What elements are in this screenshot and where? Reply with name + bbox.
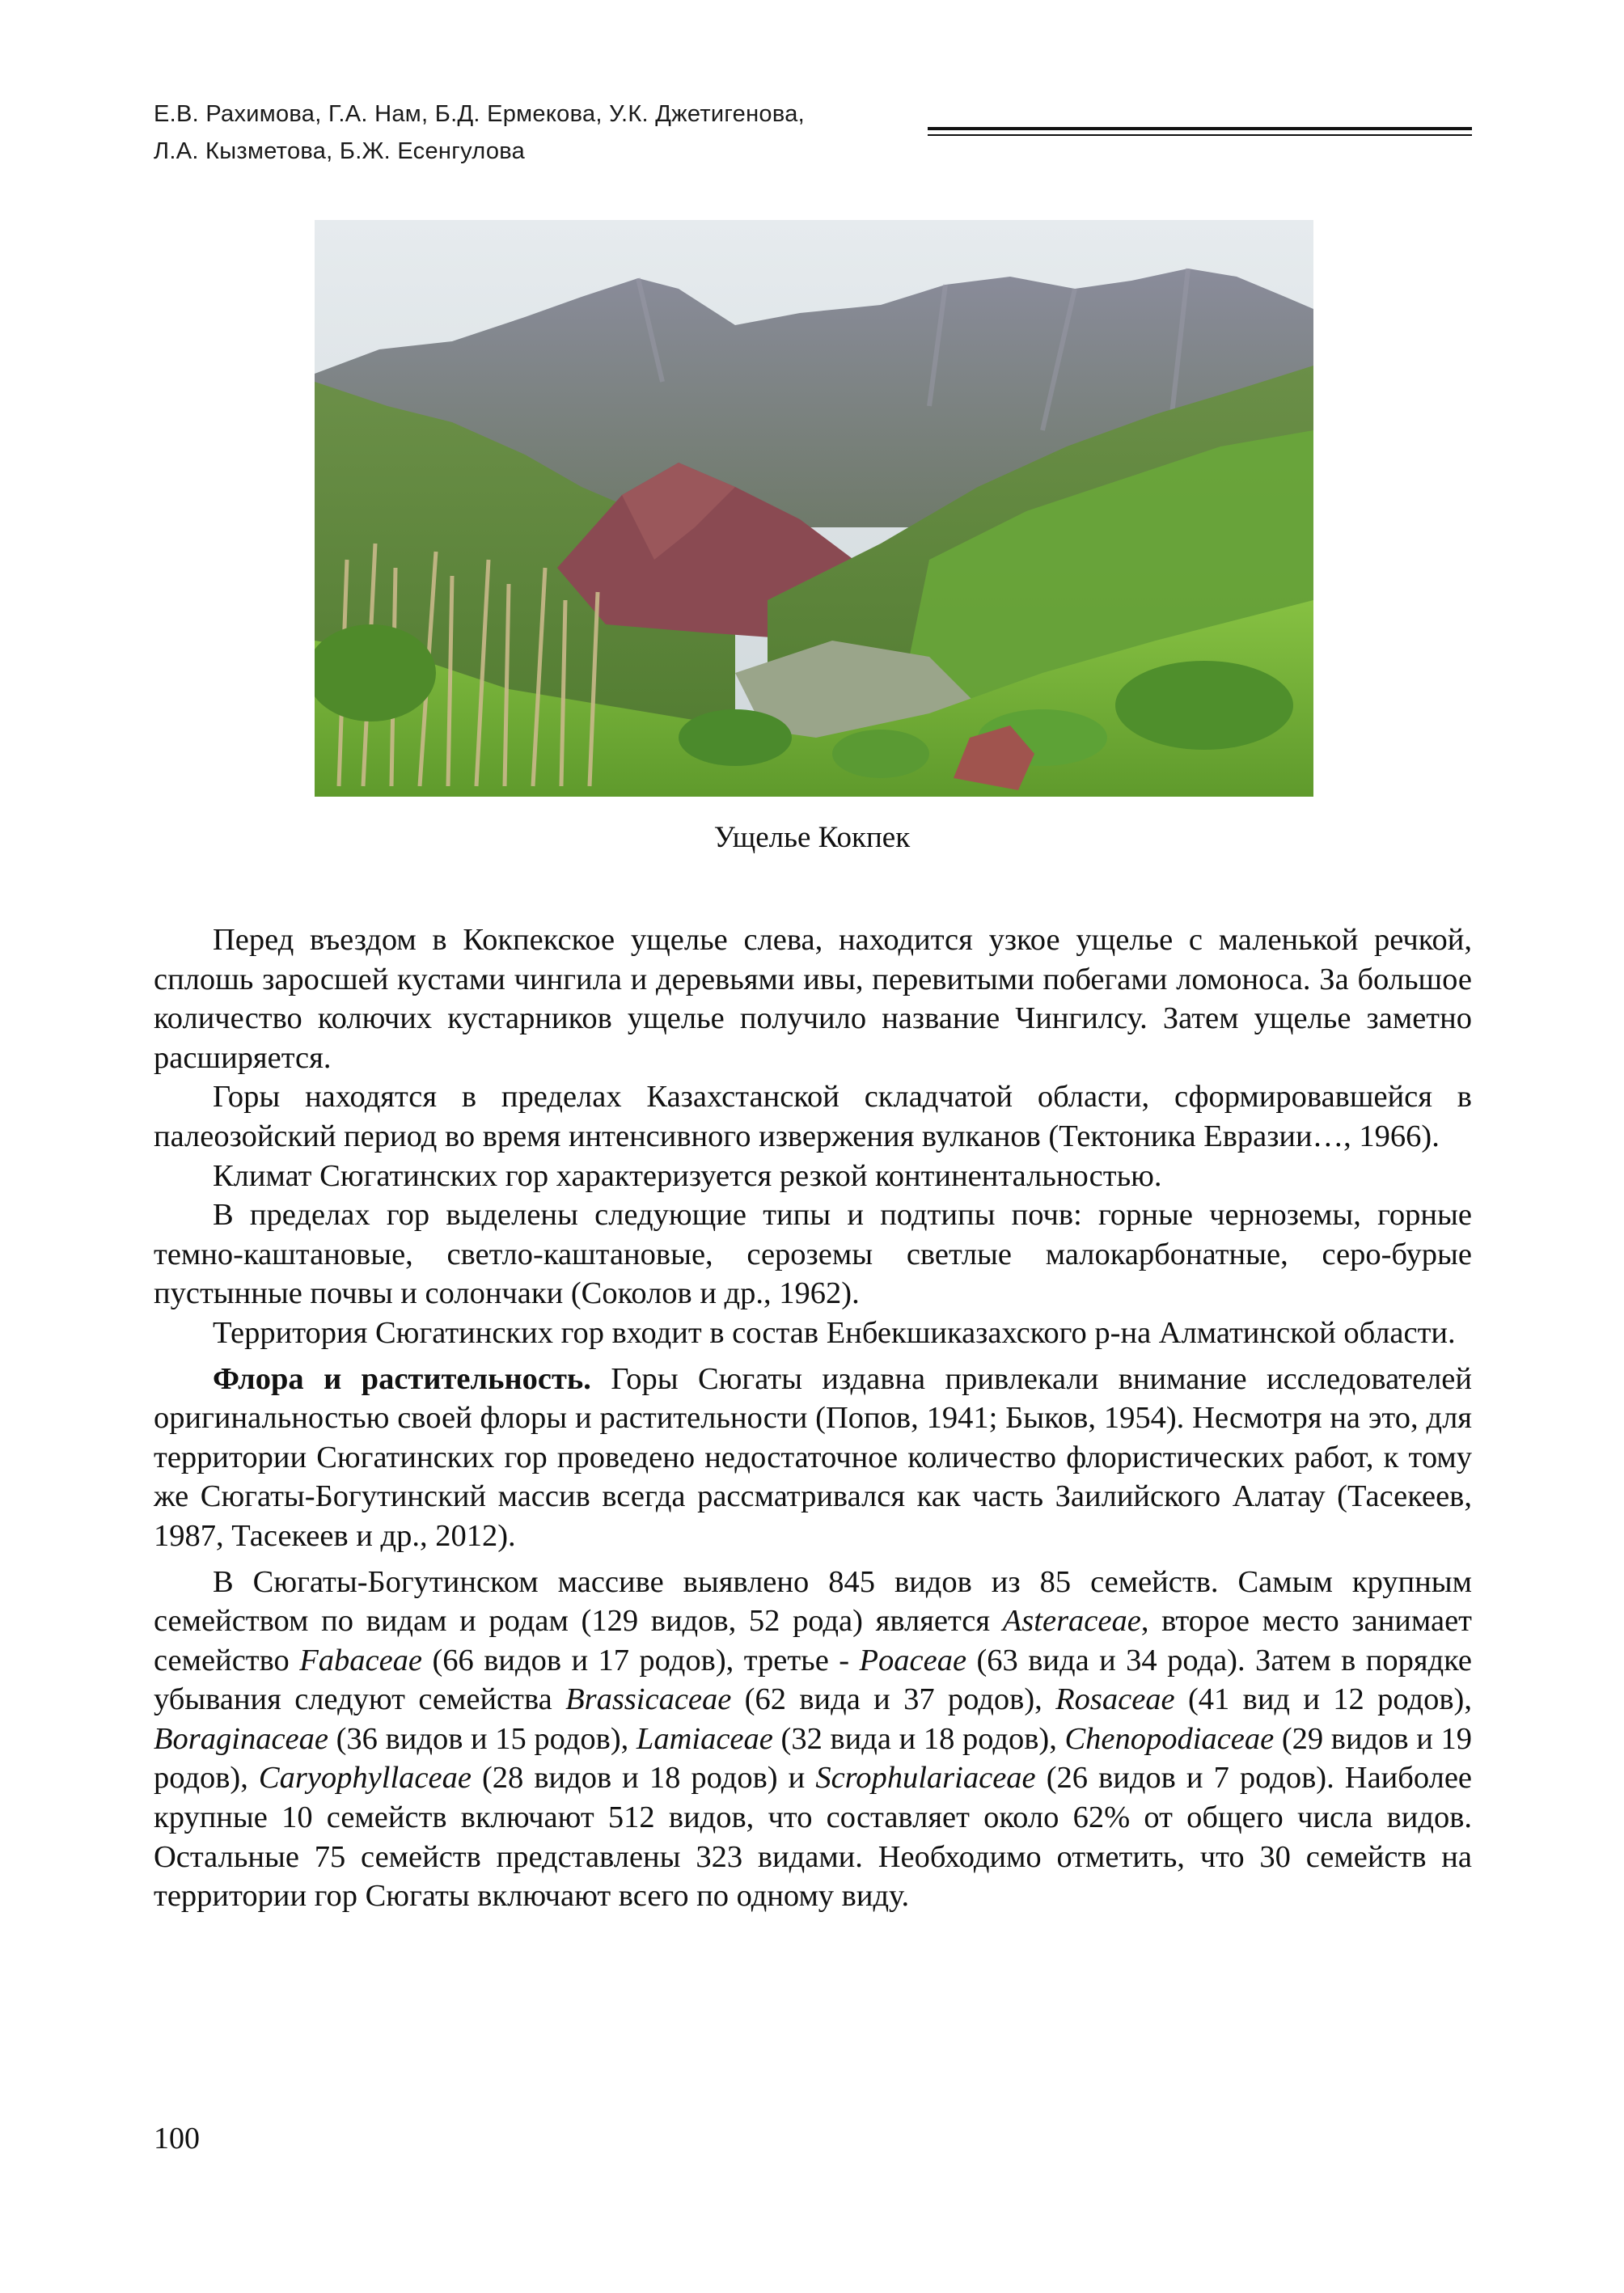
authors-line-1: Е.В. Рахимова, Г.А. Нам, Б.Д. Ермекова, У.К. Джетигенова, [154, 101, 805, 127]
taxon-boraginaceae: Boraginaceae [154, 1721, 328, 1756]
paragraph-6-text: Горы Сюгаты издавна привлекали внимание исследователей оригинальностью своей флоры и растительности (Попов, 1941; Быков, 1954). Несмотря на это, для территории Сюгатинских гор проведено недостаточное количество флористических работ, к тому же Сюгаты-Богутинский массив всегда рассматривался как часть Заилийского Алатау (Тасекеев, 1987, Тасекеев и др., 2012). [154, 1361, 1472, 1553]
paragraph-2: Горы находятся в пределах Казахстанской складчатой области, сформировавшейся в палеозойский период во время интенсивного извержения вулканов (Тектоника Евразии…, 1966). [154, 1080, 1472, 1153]
p7-text-6: (41 вид и 12 родов), [1174, 1682, 1472, 1717]
taxon-poaceae: Poaceae [859, 1643, 967, 1677]
p7-text-5: (62 вида и 37 родов), [731, 1682, 1056, 1717]
taxon-brassicaceae: Brassicaceae [565, 1682, 732, 1717]
p7-text-7: (36 видов и 15 родов), [328, 1721, 636, 1756]
p7-text-2: , второе место занимает семейство [154, 1604, 1473, 1677]
header-rule-thick [928, 127, 1472, 130]
paragraph-1: Перед въездом в Кокпекское ущелье слева, находится узкое ущелье с маленькой речкой, сплошь заросшей кустами чингила и деревьями ивы, перевитыми побегами ломоноса. За большое количество колючих кустарников ущелье получило название Чингилсу. Затем ущелье заметно расширяется. [154, 923, 1472, 1075]
running-header [154, 95, 882, 170]
p7-text-11: (26 видов и 7 родов). Наиболее крупные 10 семейств включают 512 видов, что составляет около 62% от общего числа видов. Остальные 75 семейств представлены 323 видами. Необходимо отметить, что 30 семейств на территории гор Сюгаты включают всего по одному виду. [154, 1761, 1472, 1914]
taxon-fabaceae: Fabaceae [299, 1643, 423, 1677]
mountain-gorge-photo [315, 220, 1313, 797]
authors-line-2: Л.А. Кызметова, Б.Ж. Есенгулова [154, 138, 526, 164]
figure-caption: Ущелье Кокпек [713, 821, 911, 854]
paragraph-3: Климат Сюгатинских гор характеризуется резкой континентальностью. [213, 1158, 1162, 1193]
p7-text-9: (29 видов и 19 родов), [154, 1721, 1473, 1796]
header-rule-thin [928, 134, 1472, 136]
paragraph-5: Территория Сюгатинских гор входит в состав Енбекшиказахского р-на Алматинской области. [213, 1315, 1456, 1350]
section-heading-flora: Флора и растительность. [213, 1361, 591, 1396]
p7-text-3: (66 видов и 17 родов), третье - [422, 1643, 860, 1677]
p7-text-10: (28 видов и 18 родов) и [471, 1761, 816, 1796]
p7-text-1: В Сюгаты-Богутинском массиве выявлено 845 видов из 85 семейств. Самым крупным семейством по видам и родам (129 видов, 52 рода) является [154, 1564, 1472, 1639]
paragraph-7 [154, 1563, 1472, 1916]
taxon-rosaceae: Rosaceae [1055, 1682, 1175, 1717]
paragraph-6 [154, 1360, 1472, 1556]
article-body [154, 920, 1472, 1916]
paragraph-4: В пределах гор выделены следующие типы и подтипы почв: горные черноземы, горные темно-каштановые, светло-каштановые, сероземы светлые малокарбонатные, серо-бурые пустынные почвы и солончаки (Соколов и др., 1962). [154, 1198, 1472, 1311]
taxon-asteraceae: Asteraceae [1002, 1604, 1141, 1639]
page-number: 100 [154, 2122, 200, 2156]
taxon-caryophyllaceae: Caryophyllaceae [258, 1761, 472, 1796]
taxon-scrophulariaceae: Scrophulariaceae [815, 1761, 1036, 1796]
taxon-lamiaceae: Lamiaceae [636, 1721, 773, 1756]
p7-text-8: (32 вида и 18 родов), [772, 1721, 1065, 1756]
taxon-chenopodiaceae: Chenopodiaceae [1064, 1721, 1275, 1756]
p7-text-4: (63 вида и 34 рода). Затем в порядке убывания следуют семейства [154, 1643, 1472, 1717]
landscape-illustration [315, 220, 1313, 797]
